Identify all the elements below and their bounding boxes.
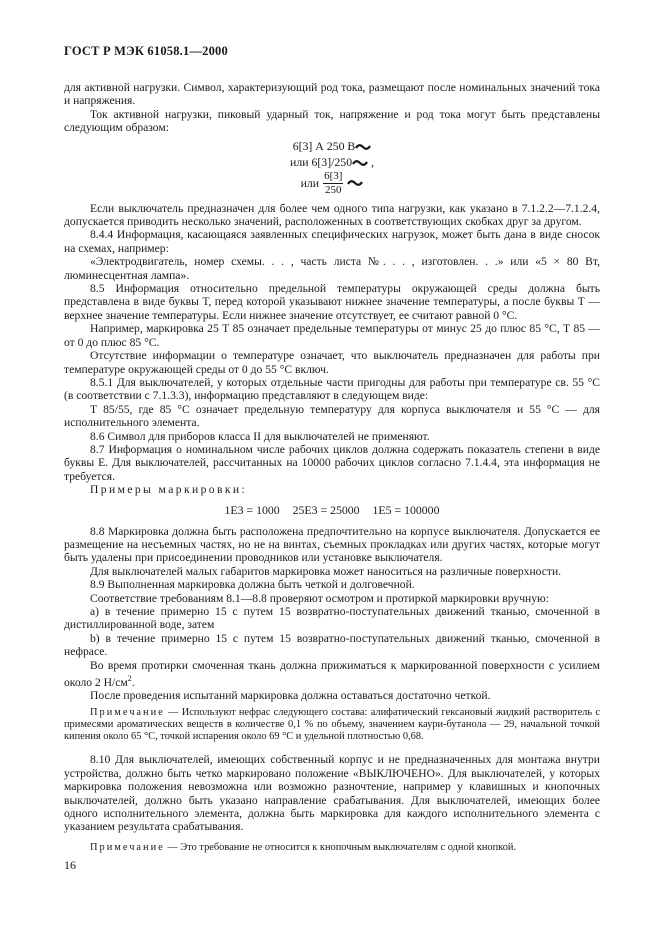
ac-tilde-icon [347, 179, 363, 187]
paragraph-intro: для активной нагрузки. Символ, характеризующий род тока, размещают после номинальных значений тока и напряжения. [64, 81, 600, 108]
formula-3-fraction [323, 171, 343, 196]
paragraph-multiple-loads: Если выключатель предназначен для более чем одного типа нагрузки, как указано в 7.1.2.2—7.1.2.4, допускается приводить несколько значений, расположенных в соответствующих скобках друг за другом. [64, 201, 600, 229]
marking-equations [64, 503, 600, 518]
paragraph-example: Например, маркировка 25 Т 85 означает предельные температуры от минус 25 до плюс 85 °С, Т 85 — от 0 до плюс 85 °С. [64, 322, 600, 349]
formula-line-1 [64, 139, 600, 153]
equation-3: 1Е5 = 100000 [372, 502, 440, 517]
note-2-label: Примечание [90, 841, 165, 853]
formula-2-suffix: , [371, 154, 374, 169]
paragraph-8-5-1: 8.5.1 Для выключателей, у которых отдельные части пригодны для работы при температуре св. 55 °С (в соответствии с 7.1.3.3), информацию представляют в следующем виде: [64, 375, 600, 403]
rubbing-end: . [131, 675, 135, 689]
formula-line-3 [64, 171, 600, 196]
paragraph-compliance: Соответствие требованиям 8.1—8.8 проверяют осмотром и протиркой маркировки вручную: [90, 591, 549, 605]
formula-line-2 [64, 155, 600, 169]
document-page [64, 44, 600, 858]
paragraph-8-4-4: 8.4.4 Информация, касающаяся заявленных специфических нагрузок, может быть дана в виде сносок на схемах, например: [64, 228, 600, 255]
list-item-b: b) в течение примерно 15 с путем 15 возвратно-поступательных движений тканью, смоченной в нефрасе. [64, 631, 600, 659]
ac-tilde-icon [352, 159, 368, 167]
rubbing-text: Во время протирки смоченная ткань должна прижиматься к маркированной поверхности с усилием около 2 Н/см [64, 658, 600, 689]
paragraph-8-8: 8.8 Маркировка должна быть расположена предпочтительно на корпусе выключателя. Допускается ее размещение на несъемных частях, но не на винтах, съемных прокладках или других частях, которые могут быть удалены при присоединении проводников или установке выключателя. [64, 524, 600, 565]
rubbing-superscript: 2 [127, 674, 132, 684]
examples-label: Примеры маркировки: [90, 483, 248, 497]
document-header: ГОСТ Р МЭК 61058.1—2000 [64, 44, 228, 58]
formula-3-prefix: или [300, 176, 320, 191]
paragraph-8-7: 8.7 Информация о номинальном числе рабочих циклов должна содержать показатель степени в виде буквы Е. Для выключателей, рассчитанных на 10000 рабочих циклов согласно 7.1.4.4, эта информация не требуется. [64, 442, 600, 483]
paragraph-8-9: 8.9 Выполненная маркировка должна быть четкой и долговечной. [90, 578, 415, 592]
list-item-a: a) в течение примерно 15 с путем 15 возвратно-поступательных движений тканью, смоченной в дистиллированной воде, затем [64, 605, 600, 632]
paragraph-8-10: 8.10 Для выключателей, имеющих собственный корпус и не предназначенных для монтажа внутри устройства, должно быть четко маркировано положение «ВЫКЛЮЧЕНО». Для выключателей, у которых маркировка положения невозможна или возможно разночтение, например у клавишных и кнопочных выключателей, должно быть указано направление срабатывания. Для выключателей, имеющих более одного исполнительного элемента, должна быть маркировка для каждого исполнительного элемента с указанием результата срабатывания. [64, 753, 600, 834]
formula-1-text: 6[3] А 250 В [292, 138, 356, 153]
paragraph-t85-55: Т 85/55, где 85 °С означает предельную температуру для корпуса выключателя и 55 °С — для исполнительного элемента. [64, 402, 600, 430]
paragraph-8-5: 8.5 Информация относительно предельной температуры окружающей среды должна быть представлена в виде буквы Т, перед которой указывают нижнее значение температуры, а после буквы Т — верхнее значение температуры. Если нижнее значение отсутствует, ее считают равной 0 °С. [64, 282, 600, 322]
equation-1: 1Е3 = 1000 [224, 502, 280, 517]
note-1-text: — Используют нефрас следующего состава: алифатический гексановый жидкий растворитель с примесями ароматических веществ в количестве 0,1 % по объему, значением каури-бутанола — 29, начальной точкой кипения около 65 °С, точкой испарения около 69 °С и удельной плотностью 0,68. [64, 706, 600, 743]
ac-tilde-icon [355, 143, 371, 151]
paragraph-absent: Отсутствие информации о температуре означает, что выключатель предназначен для работы при температуре окружающей среды от 0 до 55 °С включ. [64, 349, 600, 376]
note-2 [64, 842, 600, 854]
paragraph-small-switches: Для выключателей малых габаритов маркировка может наноситься на различные поверхности. [90, 564, 562, 578]
note-2-text: — Это требование не относится к кнопочным выключателям с одной кнопкой. [164, 841, 517, 853]
page-number: 16 [64, 858, 76, 872]
paragraph-current: Ток активной нагрузки, пиковый ударный ток, напряжение и род тока могут быть представлены следующим образом: [64, 107, 600, 135]
note-1-label: Примечание [90, 706, 165, 718]
paragraph-8-6: 8.6 Символ для приборов класса II для выключателей не применяют. [90, 429, 430, 443]
equation-2: 25Е3 = 25000 [292, 502, 360, 517]
paragraph-after-test: После проведения испытаний маркировка должна оставаться достаточно четкой. [90, 689, 491, 703]
paragraph-quote: «Электродвигатель, номер схемы. . . , часть листа №. . . , изготовлен. . .» или «5 × 80 Вт, люминесцентная лампа». [64, 255, 600, 282]
fraction-denominator: 250 [325, 183, 342, 196]
note-1 [64, 707, 600, 744]
paragraph-rubbing [64, 659, 600, 690]
formula-2-text: или 6[3]/250 [290, 154, 353, 169]
fraction-numerator: 6[3] [324, 169, 343, 182]
